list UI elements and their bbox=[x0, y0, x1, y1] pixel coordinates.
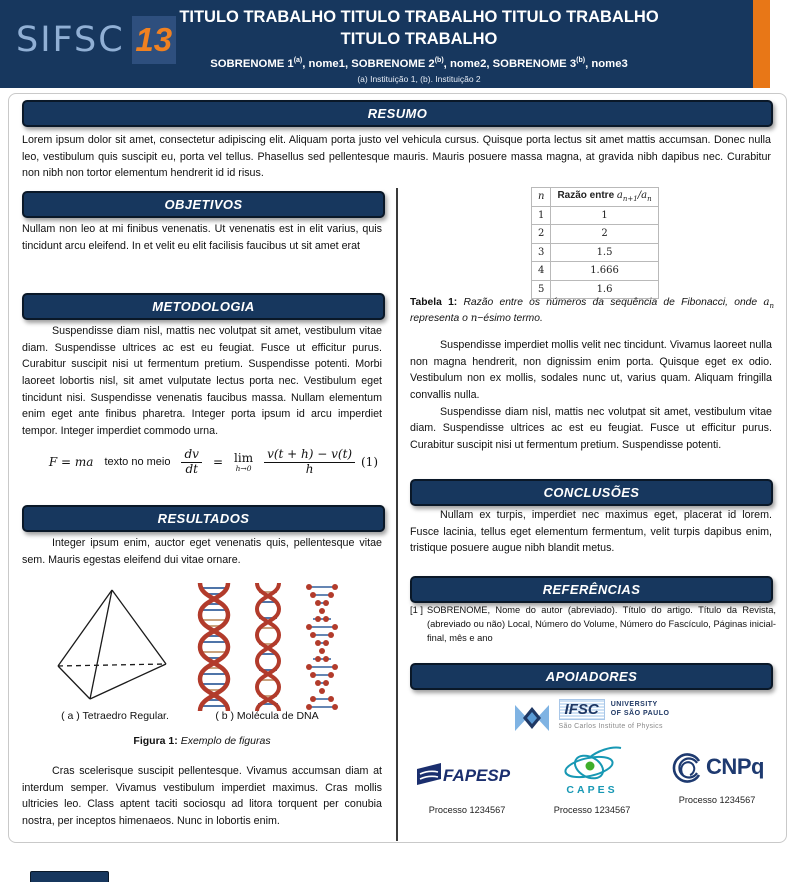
svg-text:FAPESP: FAPESP bbox=[443, 766, 511, 785]
objetivos-text: Nullam non leo at mi finibus venenatis. Ut venenatis est in elit varius, quis tincidunt arcu eleifend. In et velit eu elit facilisis faucibus ut sit amet erat bbox=[22, 223, 382, 252]
ifsc-arrows-icon bbox=[513, 699, 551, 737]
right-paragraph-1: Suspendisse imperdiet mollis velit nec tincidunt. Vivamus laoreet nulla non magna hendrerit, non dignissim enim porta. Quisque eget ex odio. Vestibulum non ex mollis, sodales nunc ut, varius quam. Aliquam fringilla convallis nulla. bbox=[410, 339, 772, 402]
table-row: 4 1.666 bbox=[532, 262, 659, 281]
derivative-fraction: $\frac{dv}{dt}$ bbox=[181, 448, 201, 477]
reference-text: SOBRENOME, Nome do autor (abreviado). Título do artigo. Título da Revista, (abreviado ou não) Local, Número do Volume, Número do Fascículo, Páginas inicial-final, mês e ano bbox=[427, 605, 776, 643]
section-title: METODOLOGIA bbox=[152, 299, 255, 314]
ifsc-usp-logo bbox=[410, 699, 772, 737]
section-title: CONCLUSÕES bbox=[543, 485, 640, 500]
affiliations-line: (a) Instituição 1, (b). Instituição 2 bbox=[357, 74, 481, 85]
ifsc-institute-text: São Carlos Institute of Physics bbox=[558, 723, 663, 730]
section-header-resultados bbox=[22, 505, 385, 532]
section-title: OBJETIVOS bbox=[164, 197, 243, 212]
resultados-text: Integer ipsum enim, auctor eget venenatis quis, pellentesque vitae sem. Mauris egestas eleifend dui vitae ornare. bbox=[22, 537, 382, 566]
ifsc-wordmark: IFSC bbox=[559, 699, 605, 720]
table-row: 3 1.5 bbox=[532, 243, 659, 262]
section-header-apoiadores bbox=[410, 663, 773, 690]
equation-number: (1) bbox=[361, 455, 378, 469]
fibonacci-table bbox=[531, 187, 659, 299]
table-row: 2 2 bbox=[532, 225, 659, 244]
section-title: APOIADORES bbox=[545, 669, 638, 684]
figure-1-caption: Figura 1: Exemplo de figuras bbox=[133, 735, 271, 747]
poster-title-line1: TITULO TRABALHO TITULO TRABALHO TITULO TRABALHO bbox=[179, 8, 659, 26]
resumo-text: Lorem ipsum dolor sit amet, consectetur adipiscing elit. Aliquam porta justo vel vehicula cursus. Quisque porta lectus sit amet mattis accumsan. Donec nulla leo, vestibulum quis suscipit eu, porta vel tellus. Phasellus sed pellentesque mauris. Mauris posuere massa magna, at gravida nibh dapibus nec. Curabitur non nibh non tortor elementum hendrerit id id risus. bbox=[22, 134, 771, 180]
capes-block bbox=[533, 745, 651, 815]
poster-header bbox=[0, 0, 753, 88]
column-divider bbox=[396, 188, 398, 841]
cnpq-block bbox=[658, 745, 776, 815]
reference-item bbox=[410, 604, 776, 646]
figure-caption-a: ( a ) Tetraedro Regular. bbox=[61, 710, 169, 722]
table-1-caption: Tabela 1: Razão entre os números da sequência de Fibonacci, onde $a_n$ representa o n−ésimo termo. bbox=[410, 296, 775, 325]
dna-helix-3-icon bbox=[298, 583, 346, 711]
section-header-referencias bbox=[410, 576, 773, 603]
section-title: REFERÊNCIAS bbox=[542, 582, 641, 597]
section-header-objetivos bbox=[22, 191, 385, 218]
cutoff-next-section-bar bbox=[30, 871, 109, 882]
table-row: 5 1.6 bbox=[532, 280, 659, 299]
metodologia-text: Suspendisse diam nisl, mattis nec volutpat sit amet, vestibulum vitae diam. Suspendisse ultrices ac est eu feugiat. Fusce ut efficitur purus. Curabitur suscipit nisi ut fermentum pretium. Suspendisse potenti. Morbi laoreet lobortis nisl, sit amet vulputate lectus porta nec. Vestibulum eget tincidunt nisi. Suspendisse venenatis faucibus massa. Nullam elementum enim eget ante finibus pharetra. Integer porta ipsum id arcu imperdiet tempor. Integer imperdiet commodo urna. bbox=[22, 325, 382, 438]
fapesp-logo bbox=[417, 761, 517, 787]
section-header-metodologia bbox=[22, 293, 385, 320]
section-title: RESULTADOS bbox=[157, 511, 250, 526]
section-header-resumo bbox=[22, 100, 773, 127]
sifsc-13-badge: 13 bbox=[132, 16, 176, 64]
orange-accent-bar bbox=[753, 0, 770, 88]
sifsc-logo-text: SIFSC bbox=[16, 20, 125, 60]
equation-equals: = bbox=[212, 455, 224, 469]
right-paragraph-2: Suspendisse diam nisl, mattis nec volutpat sit amet, vestibulum vitae diam. Suspendisse ultrices ac est eu feugiat. Fusce ut efficitur purus. Curabitur suscipit nisi ut fermentum pretium. Suspendisse potenti. bbox=[410, 405, 772, 452]
dna-helix-1-icon bbox=[190, 583, 238, 711]
authors-line: SOBRENOME 1$^{(a)}$, nome1, SOBRENOME 2$^{(b)}$, nome2, SOBRENOME 3$^{(b)}$, nome3 bbox=[210, 56, 628, 70]
cnpq-head-icon bbox=[670, 751, 704, 783]
equation-lhs: F = ma bbox=[48, 455, 94, 469]
poster-title-line2: TITULO TRABALHO bbox=[340, 29, 498, 48]
fapesp-processo: Processo 1234567 bbox=[428, 805, 506, 815]
equation-1 bbox=[22, 443, 382, 481]
header-titles bbox=[140, 7, 698, 84]
tetrahedron-figure bbox=[50, 586, 172, 706]
fapesp-block bbox=[408, 745, 526, 815]
section-header-conclusoes bbox=[410, 479, 773, 506]
difference-quotient-fraction: $\frac{v(t + h) - v(t)}{h}$ bbox=[264, 448, 355, 477]
cnpq-processo: Processo 1234567 bbox=[678, 795, 756, 805]
cnpq-wordmark: CNPq bbox=[706, 754, 764, 779]
section-title: RESUMO bbox=[367, 106, 428, 121]
table-row: 1 1 bbox=[532, 206, 659, 225]
table-header-row: n Razão entre $a_{n+1}/a_n$ bbox=[532, 188, 659, 207]
limit-operator: lim h→0 bbox=[234, 450, 254, 473]
figure-caption-b: ( b ) Molécula de DNA bbox=[215, 710, 319, 722]
conclusoes-text: Nullam ex turpis, imperdiet nec maximus eget, placerat id lorem. Fusce lacinia, tellus eget elementum fermentum, velit turpis dapibus enim, tristique posuere augue nibh blandit metus. bbox=[410, 509, 772, 555]
right-column-paragraphs bbox=[410, 337, 772, 454]
funding-logos-row bbox=[408, 745, 776, 815]
capes-wordmark: CAPES bbox=[566, 784, 618, 796]
reference-marker: [1 ] bbox=[410, 605, 423, 615]
resultados-closing-text: Cras scelerisque suscipit pellentesque. Vivamus accumsan diam at interdum semper. Vivamus vestibulum imperdiet maximus. Cras mollis ultricies leo. Class aptent taciti sociosqu ad litora torquent per conubia nostra, per inceptos himenaeos. Nunc in lobortis enim. bbox=[22, 765, 382, 828]
dna-helix-2-icon bbox=[244, 583, 292, 711]
capes-logo bbox=[559, 745, 625, 783]
equation-middle-text: texto no meio bbox=[104, 456, 171, 468]
capes-processo: Processo 1234567 bbox=[553, 805, 631, 815]
usp-university-text: UNIVERSITY OF SÃO PAULO bbox=[610, 700, 670, 717]
